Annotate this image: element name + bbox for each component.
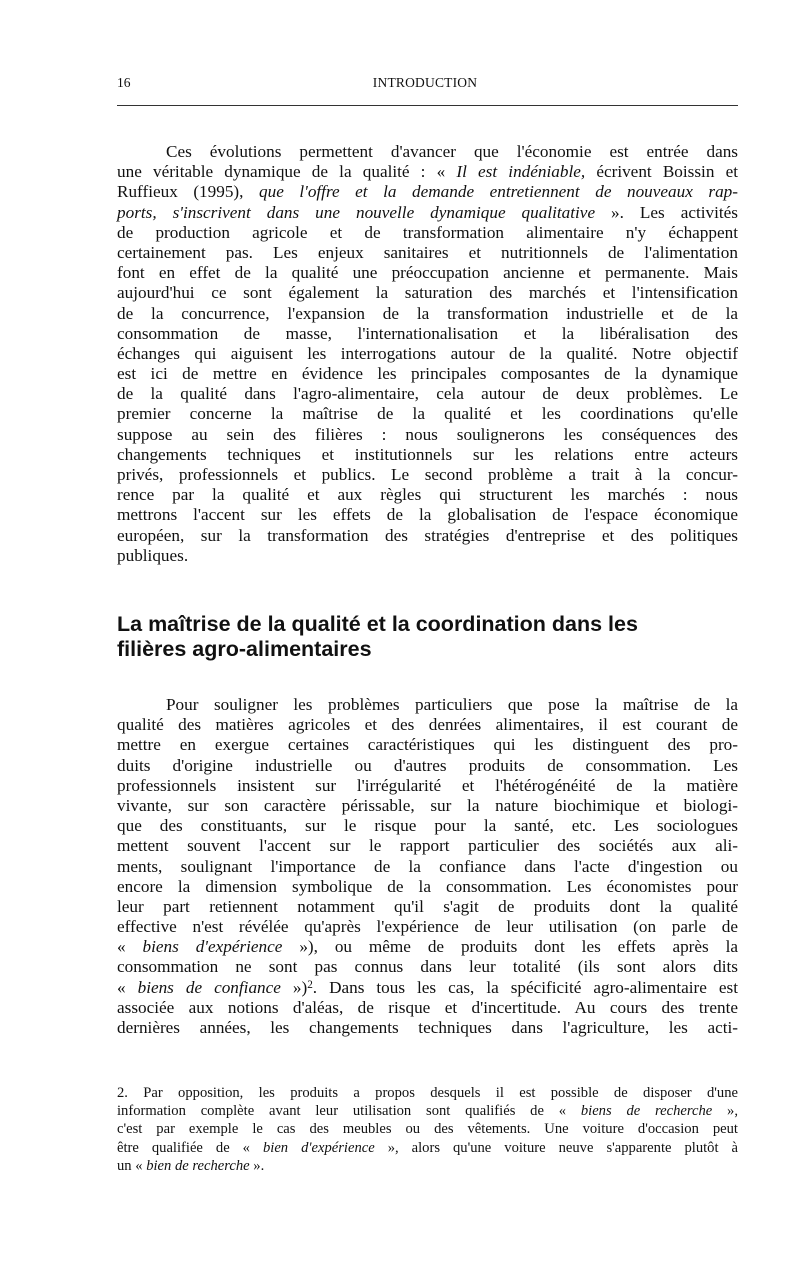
text-line: [117, 695, 738, 715]
text-line: [117, 263, 738, 283]
text-line: [117, 203, 738, 223]
text-line: [117, 998, 738, 1018]
text-line: [117, 142, 738, 162]
footnote-marker: qualité des matières agricoles et des denrées alimentaires, il est courant de: [117, 715, 738, 735]
footnote-marker: Ruffieux (1995),: [117, 182, 259, 202]
footnote-marker: changements techniques et institutionnels sur les relations entre acteurs: [117, 444, 738, 464]
text-line: [117, 182, 738, 202]
footnote-marker: duits d'origine industrielle ou d'autres produits de consommation. Les: [117, 755, 738, 775]
footnote-marker: écrivent Boissin et: [585, 162, 738, 182]
text-line: [117, 937, 738, 957]
footnote-marker: consommation de masse, l'internationalisation et la libéralisation des: [117, 323, 738, 343]
text-line: [117, 304, 738, 324]
section-heading: [117, 612, 757, 662]
footnote-marker: ments, soulignant l'importance de la confiance dans l'acte d'ingestion ou: [117, 856, 738, 876]
footnote-marker: être qualifiée de «: [117, 1139, 263, 1156]
text-line: [117, 162, 738, 182]
text-line: [117, 978, 738, 998]
footnote-marker: mettrons l'accent sur les effets de la globalisation de l'espace économique: [117, 505, 738, 525]
footnote-marker: publiques.: [117, 545, 189, 565]
paragraph-2: [117, 695, 738, 1038]
text-line: [117, 243, 738, 263]
text-line: [117, 1102, 738, 1120]
footnote-marker: certainement pas. Les enjeux sanitaires et nutritionnels de l'alimentation: [117, 242, 738, 262]
footnote-marker: . Dans tous les cas, la spécificité agro-alimentaire est: [312, 977, 738, 997]
footnote-marker: «: [117, 937, 143, 957]
footnote-marker: encore la dimension symbolique de la consommation. Les économistes pour: [117, 876, 738, 896]
italic-text: biens de recherche: [580, 1103, 713, 1120]
text-line: [117, 1139, 738, 1157]
footnote-marker: ». Les activités: [595, 202, 738, 222]
footnote-marker: suppose au sein des filières : nous soulignerons les conséquences des: [117, 424, 738, 444]
text-line: [117, 957, 738, 977]
footnote-marker: échanges qui aiguisent les interrogations autour de la qualité. Notre objectif: [117, 343, 738, 363]
text-line: [117, 756, 738, 776]
footnote-marker: 2. Par opposition, les produits a propos desquels il est possible de disposer d'une: [117, 1085, 738, 1101]
footnote-marker: professionnels insistent sur l'irrégularité et l'hétérogénéité de la matière: [117, 775, 738, 795]
text-line: [117, 836, 738, 856]
text-line: [117, 344, 738, 364]
footnote-marker: premier concerne la maîtrise de la qualité et les coordinations qu'elle: [117, 404, 738, 424]
text-line: [117, 877, 738, 897]
footnote-marker: Pour souligner les problèmes particuliers que pose la maîtrise de la: [166, 695, 738, 714]
footnote-marker: mettre en exergue certaines caractéristiques qui les distinguent des pro-: [117, 735, 738, 755]
text-line: [117, 425, 738, 445]
header-rule: [117, 105, 738, 106]
running-title: INTRODUCTION: [372, 75, 478, 90]
italic-text: bien d'expérience: [262, 1139, 375, 1156]
footnote-marker: associée aux notions d'aléas, de risque et d'incertitude. Au cours des trente: [117, 997, 738, 1017]
footnote-marker: »): [280, 977, 308, 997]
text-line: [117, 364, 738, 384]
text-line: [117, 1018, 738, 1038]
footnote-marker: font en effet de la qualité une préoccupation ancienne et permanente. Mais: [117, 263, 738, 283]
text-line: [117, 816, 738, 836]
italic-text: Il est indéniable,: [456, 162, 586, 182]
text-line: [117, 857, 738, 877]
footnote-marker: dernières années, les changements techniques dans l'agriculture, les acti-: [117, 1018, 738, 1037]
footnote-marker: une véritable dynamique de la qualité : «: [117, 162, 457, 182]
paragraph-1: [117, 142, 738, 566]
text-line: [117, 485, 738, 505]
footnote-marker: de la concurrence, l'expansion de la transformation industrielle et de la: [117, 303, 738, 323]
footnote-marker: 2: [307, 978, 313, 991]
text-line: [117, 505, 738, 525]
footnote-marker: »), ou même de produits dont les effets après la: [282, 937, 739, 957]
text-line: [117, 776, 738, 796]
text-line: [117, 1157, 738, 1175]
text-line: [117, 796, 738, 816]
footnote-marker: de la qualité dans l'agro-alimentaire, cela autour de deux problèmes. Le: [117, 384, 738, 404]
footnote-marker: que des constituants, sur le risque pour la santé, etc. Les sociologues: [117, 816, 738, 836]
text-line: [117, 715, 738, 735]
footnote-marker: mettent souvent l'accent sur le rapport particulier des sociétés aux ali-: [117, 836, 738, 856]
text-line: [117, 897, 738, 917]
text-line: [117, 384, 738, 404]
text-line: [117, 526, 738, 546]
italic-text: biens de confiance: [137, 977, 281, 997]
footnote-marker: européen, sur la transformation des stratégies d'entreprise et des politiques: [117, 525, 738, 545]
footnote-marker: c'est par exemple le cas des meubles ou des vêtements. Une voiture d'occasion peut: [117, 1121, 738, 1138]
italic-text: ports, s'inscrivent dans une nouvelle dynamique qualitative: [117, 202, 596, 222]
footnote-marker: information complète avant leur utilisation sont qualifiés de «: [117, 1103, 581, 1120]
text-line: [117, 1084, 738, 1102]
text-line: [117, 223, 738, 243]
text-line: [117, 324, 738, 344]
italic-text: biens d'expérience: [142, 937, 283, 957]
page-number: 16: [117, 75, 131, 90]
text-line: [117, 546, 738, 566]
text-line: [117, 404, 738, 424]
italic-text: bien de recherche: [146, 1157, 250, 1174]
footnote: [117, 1084, 738, 1175]
footnote-marker: de production agricole et de transformation alimentaire n'y échappent: [117, 222, 738, 242]
text-line: [117, 283, 738, 303]
footnote-marker: effective n'est révélée qu'après l'expérience de leur utilisation (on parle de: [117, 917, 738, 937]
footnote-marker: »,: [712, 1103, 739, 1120]
section-heading-line: filières agro-alimentaires: [117, 637, 372, 661]
footnote-marker: vivante, sur son caractère périssable, sur la nature biochimique et biologi-: [117, 795, 738, 815]
section-heading-line: La maîtrise de la qualité et la coordination dans les: [117, 612, 638, 636]
text-line: [117, 917, 738, 937]
text-line: [117, 735, 738, 755]
text-line: [117, 445, 738, 465]
footnote-marker: aujourd'hui ce sont également la saturation des marchés et l'intensification: [117, 283, 738, 303]
footnote-marker: rence par la qualité et aux règles qui structurent les marchés : nous: [117, 485, 738, 505]
footnote-marker: «: [117, 977, 138, 997]
text-line: [117, 1120, 738, 1138]
footnote-marker: Ces évolutions permettent d'avancer que l'économie est entrée dans: [166, 142, 738, 161]
footnote-marker: privés, professionnels et publics. Le second problème a trait à la concur-: [117, 465, 738, 484]
footnote-marker: un «: [117, 1157, 147, 1174]
footnote-marker: leur part retiennent notamment qu'il s'agit de produits dont la qualité: [117, 896, 738, 916]
footnote-marker: ».: [249, 1157, 265, 1174]
footnote-marker: est ici de mettre en évidence les principales composantes de la dynamique: [117, 364, 738, 384]
italic-text: que l'offre et la demande entretiennent de nouveaux rap-: [259, 182, 738, 202]
text-line: [117, 465, 738, 485]
footnote-marker: consommation ne sont pas connus dans leur totalité (ils sont alors dits: [117, 957, 738, 977]
footnote-marker: », alors qu'une voiture neuve s'apparente plutôt à: [374, 1139, 738, 1156]
